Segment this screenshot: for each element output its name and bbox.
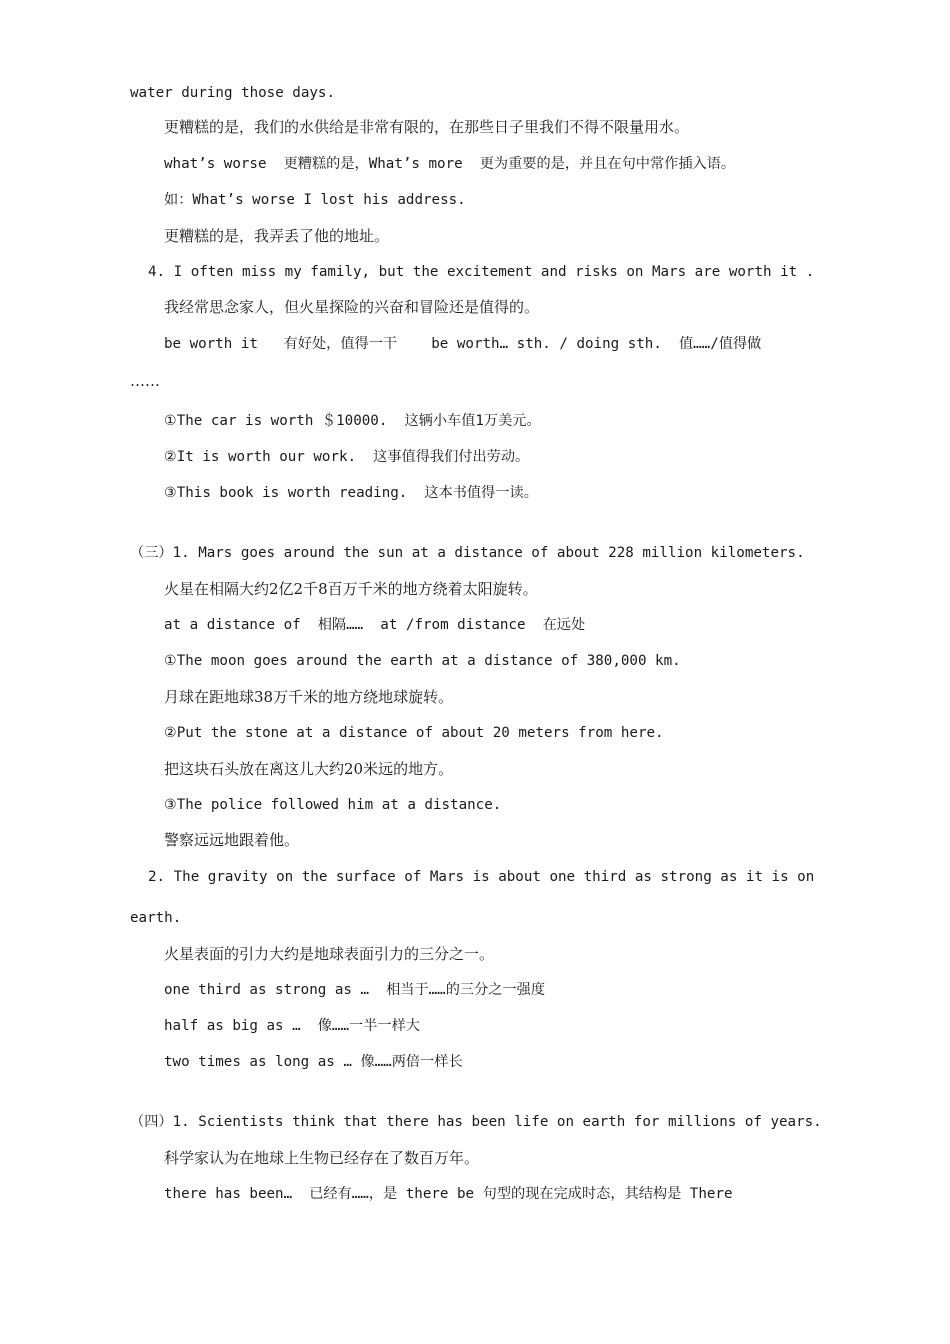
text-line: 把这块石头放在离这儿大约20米远的地方。 xyxy=(164,760,454,778)
text-line: ③The police followed him at a distance. xyxy=(164,797,502,813)
text-line: 科学家认为在地球上生物已经存在了数百万年。 xyxy=(164,1149,480,1167)
text-line: ③This book is worth reading. 这本书值得一读。 xyxy=(164,485,538,501)
text-line: …… xyxy=(130,372,160,390)
text-line: 月球在距地球38万千米的地方绕地球旋转。 xyxy=(164,688,454,706)
text-line: 如：What’s worse I lost his address. xyxy=(164,192,466,208)
text-line: 更糟糕的是，我们的水供给是非常有限的，在那些日子里我们不得不限量用水。 xyxy=(164,118,690,136)
text-line: what’s worse 更糟糕的是，What’s more 更为重要的是，并且在句中常作插入语。 xyxy=(164,156,736,172)
text-line: 火星在相隔大约2亿2千8百万千米的地方绕着太阳旋转。 xyxy=(164,580,538,598)
text-line: 警察远远地跟着他。 xyxy=(164,831,300,849)
text-line: there has been… 已经有……，是 there be 句型的现在完成时态，其结构是 There xyxy=(164,1186,733,1202)
text-line: 2. The gravity on the surface of Mars is about one third as strong as it is on xyxy=(148,869,815,885)
text-line: ②Put the stone at a distance of about 20 meters from here. xyxy=(164,725,664,741)
section-heading: （三）1. Mars goes around the sun at a distance of about 228 million kilometers. xyxy=(130,545,805,561)
text-line: at a distance of 相隔…… at /from distance 在远处 xyxy=(164,617,586,633)
text-line: 4. I often miss my family, but the excitement and risks on Mars are worth it . xyxy=(148,264,815,280)
section-heading: （四）1. Scientists think that there has been life on earth for millions of years. xyxy=(130,1114,822,1130)
text-line: 我经常思念家人，但火星探险的兴奋和冒险还是值得的。 xyxy=(164,298,540,316)
text-line: be worth it 有好处，值得一干 be worth… sth. / doing sth. 值……/值得做 xyxy=(164,336,762,352)
text-line: water during those days. xyxy=(130,85,335,101)
text-line: 更糟糕的是，我弄丢了他的地址。 xyxy=(164,227,390,245)
text-line: one third as strong as … 相当于……的三分之一强度 xyxy=(164,982,546,998)
text-line: two times as long as … 像……两倍一样长 xyxy=(164,1054,463,1070)
text-line: ②It is worth our work. 这事值得我们付出劳动。 xyxy=(164,449,530,465)
text-line: half as big as … 像……一半一样大 xyxy=(164,1018,420,1034)
text-line: earth. xyxy=(130,910,182,926)
text-line: ①The moon goes around the earth at a distance of 380,000 km. xyxy=(164,653,681,669)
text-line: 火星表面的引力大约是地球表面引力的三分之一。 xyxy=(164,945,495,963)
text-line: ①The car is worth ＄10000. 这辆小车值1万美元。 xyxy=(164,413,541,429)
